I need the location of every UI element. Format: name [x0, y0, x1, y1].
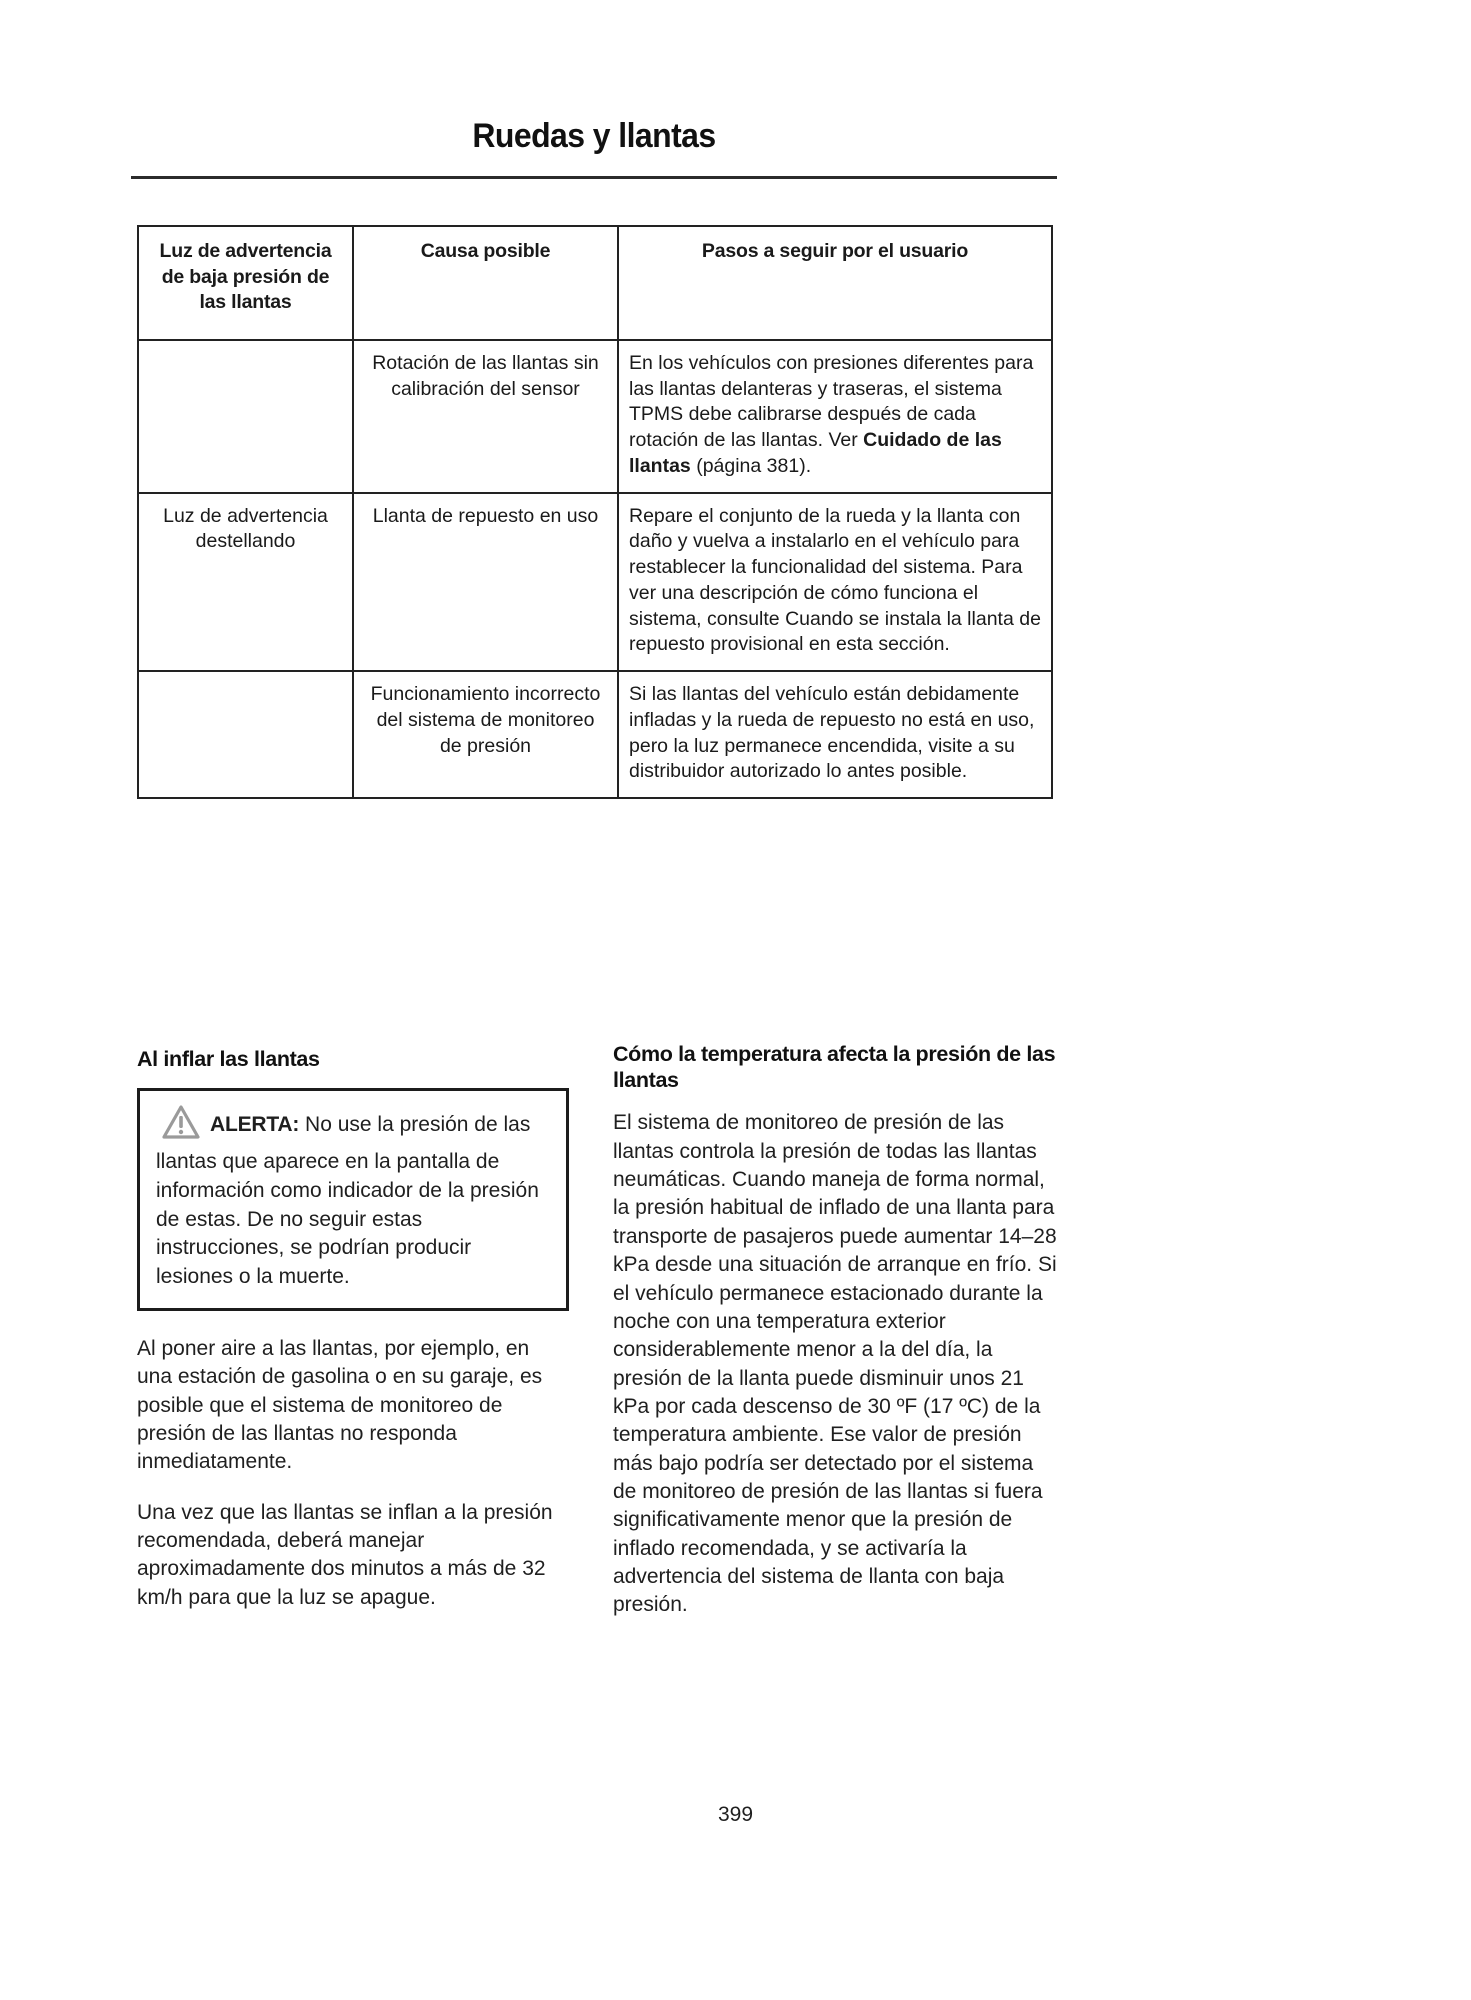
left-text-column [137, 1046, 569, 1612]
table-row [138, 340, 1052, 493]
right-text-column [613, 1041, 1057, 1620]
paragraph-temperature-1: El sistema de monitoreo de presión de las llantas controla la presión de todas las llantas neumáticas. Cuando maneja de forma normal, la presión habitual de inflado de una llanta para transporte de pasajeros puede aumentar 14–28 kPa desde una situación de arranque en frío. Si el vehículo permanece estacionado durante la noche con una temperatura exterior considerablemente menor a la del día, la presión de la llanta puede disminuir unos 21 kPa por cada descenso de 30 ºF (17 ºC) de la temperatura ambiente. Ese valor de presión más bajo podría ser detectado por el sistema de monitoreo de presión de las llantas si fuera significativamente menor que la presión de inflado recomendada, y se activaría la advertencia del sistema de llanta con baja presión. [613, 1111, 1057, 1617]
cell-steps [618, 340, 1052, 493]
cell-steps: Repare el conjunto de la rueda y la llanta con daño y vuelva a instalarlo en el vehículo para restablecer la funcionalidad del sistema. Para ver una descripción de cómo funciona el sistema, consulte Cuando se instala la llanta de repuesto provisional en esta sección. [618, 493, 1052, 671]
header-divider [131, 176, 1057, 179]
paragraph-inflating-1: Al poner aire a las llantas, por ejemplo, en una estación de gasolina o en su garaje, es posible que el sistema de monitoreo de presión de las llantas no responda inmediatamente. [137, 1336, 543, 1474]
tpms-warning-table [137, 225, 1053, 799]
page-number: 399 [717, 1803, 754, 1826]
cell-cause: Llanta de repuesto en uso [353, 493, 618, 671]
cell-cause: Funcionamiento incorrecto del sistema de monitoreo de presión [353, 671, 618, 798]
warning-body: No use la presión de las llantas que aparece en la pantalla de información como indicador de la presión de estas. De no seguir estas instrucciones, se podrían producir lesiones o la muerte. [156, 1113, 539, 1289]
warning-callout-box [137, 1088, 569, 1311]
warning-label: ALERTA: [210, 1113, 300, 1137]
table-header-row [138, 226, 1052, 340]
cell-warning-light [138, 340, 353, 493]
warning-triangle-icon [162, 1105, 200, 1148]
warning-text [156, 1105, 550, 1292]
cell-steps-page: (página 381). [690, 454, 812, 477]
paragraph-inflating-2: Una vez que las llantas se inflan a la presión recomendada, deberá manejar aproximadamente dos minutos a más de 32 km/h para que la luz se apague. [137, 1500, 553, 1609]
cell-steps: Si las llantas del vehículo están debidamente infladas y la rueda de repuesto no está en uso, pero la luz permanece encendida, visite a su distribuidor autorizado lo antes posible. [618, 671, 1052, 798]
page-header [131, 118, 1057, 155]
table-header-warning-light: Luz de advertencia de baja presión de las llantas [138, 226, 353, 340]
cell-cause: Rotación de las llantas sin calibración del sensor [353, 340, 618, 493]
section-heading-temperature: Cómo la temperatura afecta la presión de las llantas [613, 1042, 1056, 1093]
section-heading-inflating: Al inflar las llantas [137, 1047, 320, 1071]
cell-steps-reference: Cuidado de las llantas [629, 429, 1002, 477]
cell-steps-text: En los vehículos con presiones diferentes para las llantas delanteras y traseras, el sistema TPMS debe calibrarse después de cada rotación de las llantas. Ver [629, 352, 1034, 452]
table-header-possible-cause: Causa posible [353, 226, 618, 340]
page-title: Ruedas y llantas [472, 117, 716, 155]
table-header-user-steps: Pasos a seguir por el usuario [618, 226, 1052, 340]
table-row [138, 671, 1052, 798]
cell-warning-light: Luz de advertencia destellando [138, 493, 353, 671]
cell-warning-light [138, 671, 353, 798]
table-row [138, 493, 1052, 671]
